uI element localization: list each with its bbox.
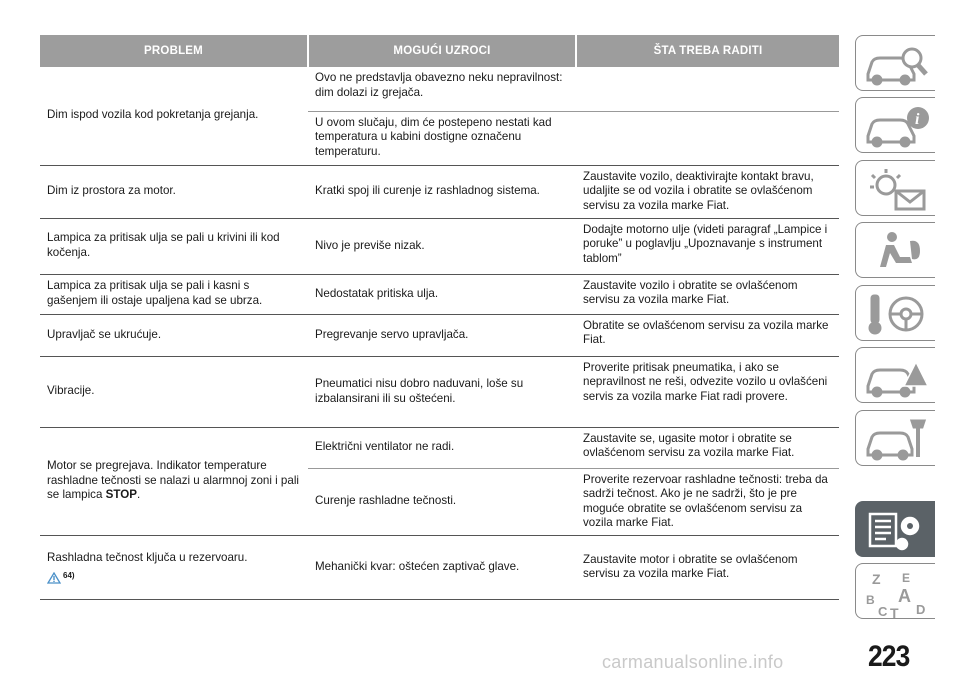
header-actions: ŠTA TREBA RADITI: [576, 35, 839, 67]
sidebar-tab-safety[interactable]: [855, 222, 935, 278]
sidebar-tab-warning-lights[interactable]: [855, 160, 935, 216]
problem-text: Motor se pregrejava. Indikator temperature rashladne tečnosti se nalazi u alarmnoj zoni i pali se lampica: [47, 459, 299, 502]
sidebar-tab-technical-data[interactable]: [855, 501, 935, 557]
table-row: [40, 314, 839, 356]
action-cell: Dodajte motorno ulje (videti paragraf „Lampice i poruke” u poglavlju „Upoznavanje s instrument tablom”: [576, 218, 839, 274]
page-number: 223: [868, 640, 910, 673]
problem-cell: Lampica za pritisak ulja se pali u krivini ili kod kočenja.: [40, 218, 308, 274]
airbag-seat-icon: [862, 227, 932, 275]
action-cell: [576, 67, 839, 111]
svg-text:B: B: [866, 593, 875, 607]
sidebar-tab-maintenance[interactable]: [855, 410, 935, 466]
sidebar-tab-emergency[interactable]: [855, 347, 935, 403]
svg-text:E: E: [902, 571, 911, 585]
problem-text-end: .: [137, 488, 141, 502]
action-cell: Zaustavite se, ugasite motor i obratite se ovlašćenom servisu za vozila marke Fiat.: [576, 427, 839, 468]
cause-cell: Nedostatak pritiska ulja.: [308, 274, 576, 314]
watermark-text: carmanualsonline.info: [602, 652, 784, 672]
cause-cell: Pregrevanje servo upravljača.: [308, 314, 576, 356]
svg-text:Z: Z: [872, 571, 881, 587]
cause-cell: Curenje rashladne tečnosti.: [308, 468, 576, 535]
cause-cell: Električni ventilator ne radi.: [308, 427, 576, 468]
sidebar-tab-starting-driving[interactable]: [855, 285, 935, 341]
cause-cell: Kratki spoj ili curenje iz rashladnog sistema.: [308, 165, 576, 218]
table-header-row: [40, 35, 839, 67]
action-cell: [576, 111, 839, 165]
warning-triangle-icon: [47, 572, 61, 584]
sidebar-tab-car-info[interactable]: [855, 97, 935, 153]
header-causes: MOGUĆI UZROCI: [308, 35, 576, 67]
table-row: [40, 218, 839, 274]
svg-text:A: A: [898, 586, 911, 606]
table-row: [40, 67, 839, 111]
problem-cell: [40, 535, 308, 599]
troubleshooting-table-container: [40, 35, 839, 600]
key-steering-wheel-icon: [862, 290, 932, 338]
table-row: [40, 535, 839, 599]
table-row: [40, 165, 839, 218]
header-problem: PROBLEM: [40, 35, 308, 67]
cause-cell: Pneumatici nisu dobro naduvani, loše su izbalansirani ili su oštećeni.: [308, 356, 576, 427]
problem-cell: Upravljač se ukrućuje.: [40, 314, 308, 356]
action-cell: Proverite pritisak pneumatika, i ako se nepravilnost ne reši, odvezite vozilo u ovlašćeni servis za vozila marke Fiat radi provere.: [576, 356, 839, 427]
alphabetical-index-icon: [862, 568, 932, 618]
table-row: [40, 427, 839, 468]
cause-cell: U ovom slučaju, dim će postepeno nestati kad temperatura u kabini dostigne označenu temperaturu.: [308, 111, 576, 165]
problem-cell: Dim iz prostora za motor.: [40, 165, 308, 218]
table-row: [40, 274, 839, 314]
sidebar-tab-index[interactable]: [855, 563, 935, 619]
problem-cell: Lampica za pritisak ulja se pali i kasni s gašenjem ili ostaje upaljena kad se ubrza.: [40, 274, 308, 314]
sidebar-tab-car-search[interactable]: [855, 35, 935, 91]
svg-text:C: C: [878, 604, 888, 618]
stop-label: STOP: [105, 488, 137, 502]
svg-text:i: i: [915, 111, 920, 128]
action-cell: Zaustavite motor i obratite se ovlašćenom servisu za vozila marke Fiat.: [576, 535, 839, 599]
warning-reference[interactable]: [47, 569, 302, 584]
problem-text: Rashladna tečnost ključa u rezervoaru.: [47, 550, 248, 564]
action-cell: Zaustavite vozilo i obratite se ovlašćenom servisu za vozila marke Fiat.: [576, 274, 839, 314]
cause-cell: Nivo je previše nizak.: [308, 218, 576, 274]
svg-text:D: D: [916, 602, 926, 617]
troubleshooting-table: [40, 35, 839, 600]
car-search-icon: [862, 40, 932, 88]
technical-data-gear-icon: [862, 506, 932, 554]
warning-lights-message-icon: [862, 165, 932, 213]
car-info-icon: [862, 102, 932, 150]
table-row: [40, 356, 839, 427]
action-cell: Zaustavite vozilo, deaktivirajte kontakt bravu, udaljite se od vozila i obratite se ovlašćenom servisu za vozila marke Fiat.: [576, 165, 839, 218]
cause-cell: Mehanički kvar: oštećen zaptivač glave.: [308, 535, 576, 599]
cause-cell: Ovo ne predstavlja obavezno neku nepravilnost: dim dolazi iz grejača.: [308, 67, 576, 111]
car-tools-icon: [862, 415, 932, 463]
problem-cell: [40, 427, 308, 535]
action-cell: Obratite se ovlašćenom servisu za vozila marke Fiat.: [576, 314, 839, 356]
warning-reference-number: 64): [63, 571, 75, 581]
problem-cell: Vibracije.: [40, 356, 308, 427]
car-warning-triangle-icon: [862, 352, 932, 400]
action-cell: Proverite rezervoar rashladne tečnosti: treba da sadrži tečnost. Ako je ne sadrži, što je pre moguće obratite se ovlašćenom servisu za vozila marke Fiat.: [576, 468, 839, 535]
svg-text:T: T: [890, 605, 899, 618]
problem-cell: Dim ispod vozila kod pokretanja grejanja.: [40, 67, 308, 165]
